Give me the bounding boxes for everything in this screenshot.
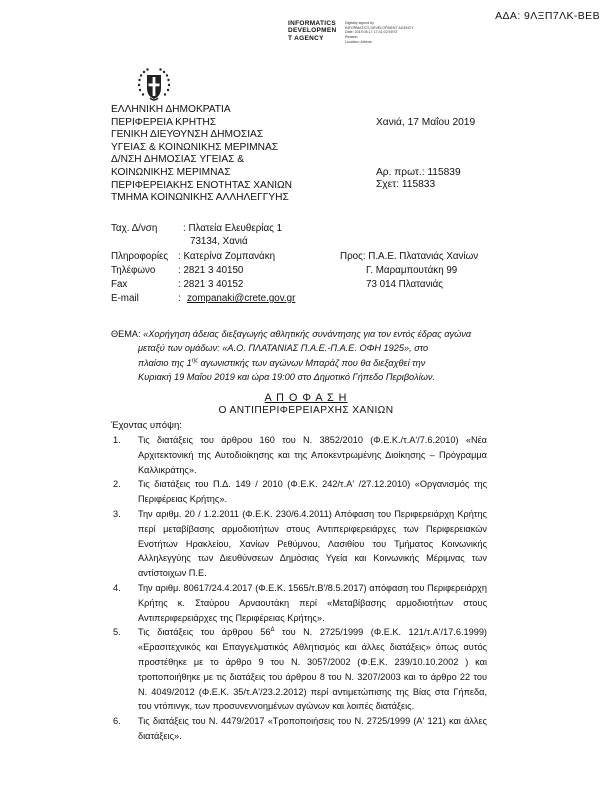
subject-paragraph bbox=[111, 327, 485, 385]
related-number: Σχετ: 115833 bbox=[376, 179, 436, 190]
address-line1: : Πλατεία Ελευθερίας 1 bbox=[183, 223, 283, 234]
stamp-line: T AGENCY bbox=[288, 34, 324, 42]
subject-line: μεταξύ των ομάδων: «Α.Ο. ΠΛΑΤΑΝΙΑΣ Π.Α.Ε.-Π.Α.Ε. ΟΦΗ 1925», στο bbox=[138, 343, 429, 354]
subject-line: Κυριακή 19 Μαΐου 2019 και ώρα 19:00 στο Δημοτικό Γήπεδο Περιβολίων. bbox=[138, 372, 436, 383]
header-line: ΕΛΛΗΝΙΚΗ ΔΗΜΟΚΡΑΤΙΑ bbox=[111, 104, 231, 115]
document-date: Χανιά, 17 Μαΐου 2019 bbox=[376, 117, 476, 128]
header-line: Δ/ΝΣΗ ΔΗΜΟΣΙΑΣ ΥΓΕΙΑΣ & bbox=[111, 154, 245, 166]
item-text: Την αριθμ. 20 / 1.2.2011 (Φ.Ε.Κ. 230/6.4.2011) Απόφαση του Περιφερειάρχη Κρήτης περί μεταβίβασης αρμοδιοτήτων στους Αντιπεριφερειάρχες των Περιφερειακών Ενοτήτων Ηρακλείου, Χανίων Ρεθύμνου, Λασιθίου του Τμήματος Κοινωνικής Αλληλεγγύης των Διευθύνσεων Δημόσιας Υγεία και Κοινωνικής Μέριμνας των αντίστοιχων Π.Ε. bbox=[138, 508, 487, 579]
protocol-number: Αρ. πρωτ.: 115839 bbox=[376, 167, 461, 178]
list-item bbox=[111, 477, 487, 507]
stamp-line: INFORMATICS bbox=[288, 20, 336, 27]
list-item bbox=[111, 625, 487, 714]
list-item bbox=[111, 581, 487, 625]
info-value: : Κατερίνα Ζομπανάκη bbox=[178, 251, 276, 262]
item-text: Την αριθμ. 80617/24.4.2017 (Φ.Ε.Κ. 1565/τ.Β'/8.5.2017) απόφαση του Περιφερειάρχη Κρήτης κ. Σταύρου Αρναουτάκη περί «Μεταβίβασης αρμοδιοτήτων στους Αντιπεριφερειάρχες της Περιφέρειας Κρήτης». bbox=[138, 582, 487, 623]
publisher-stamp bbox=[288, 20, 414, 44]
stamp-small-line: Date: 2019.05.17 17:41:02 EEST bbox=[345, 30, 398, 35]
fax-label: Fax bbox=[111, 279, 128, 290]
header-line: ΤΜΗΜΑ ΚΟΙΝΩΝΙΚΗΣ ΑΛΛΗΛΕΓΓΥΗΣ bbox=[111, 192, 289, 204]
considerations-list bbox=[111, 433, 487, 744]
header-line: ΠΕΡΙΦΕΡΕΙΑΚΗΣ ΕΝΟΤΗΤΑΣ ΧΑΝΙΩΝ bbox=[111, 179, 292, 191]
list-item bbox=[111, 433, 487, 477]
issuing-authority-block bbox=[111, 104, 292, 205]
greek-emblem-icon bbox=[136, 66, 172, 102]
recipient-street: Γ. Μαραμπουτάκη 99 bbox=[366, 265, 458, 276]
item-number: 3. bbox=[113, 508, 121, 519]
address-label: Ταχ. Δ/νση bbox=[111, 223, 158, 234]
decision-title: Α Π Ο Φ Α Σ Η bbox=[264, 392, 348, 404]
ada-code: ΑΔΑ: 9ΛΞΠ7ΛΚ-ΒΕΒ bbox=[495, 10, 600, 22]
header-line: ΥΓΕΙΑΣ & ΚΟΙΝΩΝΙΚΗΣ ΜΕΡΙΜΝΑΣ bbox=[111, 141, 279, 153]
subject-line: αγωνιστικής των αγώνων Μπαράζ που θα διεξαχθεί την bbox=[198, 357, 426, 368]
phone-value: : 2821 3 40150 bbox=[178, 265, 244, 276]
stamp-small-line: Location: Athens bbox=[345, 39, 372, 44]
fax-value: : 2821 3 40152 bbox=[178, 279, 244, 290]
subject-line: «Χορήγηση άδειας διεξαγωγής αθλητικής συνάντησης για τον εντός έδρας αγώνα bbox=[143, 329, 472, 339]
considering-intro: Έχοντας υπόψη: bbox=[111, 420, 182, 431]
stamp-small-text bbox=[345, 21, 414, 45]
header-line: ΓΕΝΙΚΗ ΔΙΕΥΘΥΝΣΗ ΔΗΜΟΣΙΑΣ bbox=[111, 129, 264, 141]
email-link[interactable]: zompanaki@crete.gov.gr bbox=[187, 293, 296, 304]
subject-label: ΘΕΜΑ: bbox=[111, 329, 141, 339]
item-text: του Ν. 2725/1999 (Φ.Ε.Κ. 121/τ.Α'/17.6.1999) «Ερασιτεχνικός και Επαγγελματικός Αθλητισμός και άλλες διατάξεις» όπως αυτός προστέθηκε με το άρθρο 9 του Ν. 3057/2002 (Φ.Ε.Κ. 239/10.10.2002 ) και τροποποιήθηκε με τις διατάξεις του άρθρου 8 του Ν. 3207/2003 και το άρθρο 22 του Ν. 4049/2012 (Φ.Ε.Κ. 35/τ.Α'/23.2.2012) περί αντιμετώπισης της Βίας στα Γήπεδα, του ντόπινγκ, των προσυνεννοημένων αγώνων και λοιπές διατάξεις. bbox=[138, 627, 487, 712]
item-number: 2. bbox=[113, 479, 121, 490]
item-number: 5. bbox=[113, 627, 121, 638]
decision-authority: Ο ΑΝΤΙΠΕΡΙΦΕΡΕΙΑΡΧΗΣ ΧΑΝΙΩΝ bbox=[218, 405, 394, 416]
item-text: Τις διατάξεις του Π.Δ. 149 / 2010 (Φ.Ε.Κ. 242/τ.Α' /27.12.2010) «Οργανισμός της Περιφέρειας Κρήτης». bbox=[138, 479, 487, 505]
stamp-line: DEVELOPMEN bbox=[288, 27, 337, 35]
address-line2: 73134, Χανιά bbox=[190, 236, 248, 247]
email-separator: : bbox=[178, 293, 181, 304]
info-label: Πληροφορίες bbox=[111, 251, 169, 262]
item-number: 6. bbox=[113, 716, 121, 727]
subject-line: πλαίσιο της 1 bbox=[138, 357, 192, 368]
item-number: 1. bbox=[113, 435, 121, 445]
item-superscript: Δ bbox=[270, 627, 275, 634]
stamp-small-line: Reason: bbox=[345, 35, 359, 40]
subject-ordinal: ης bbox=[191, 357, 198, 364]
list-item bbox=[111, 714, 487, 744]
header-line: ΚΟΙΝΩΝΙΚΗΣ ΜΕΡΙΜΝΑΣ bbox=[111, 166, 231, 178]
item-text: Τις διατάξεις του άρθρου 160 του Ν. 3852/2010 (Φ.Ε.Κ./τ.Α'/7.6.2010) «Νέα Αρχιτεκτονική της Αυτοδιοίκησης και της Αποκεντρωμένης Διοίκησης – Πρόγραμμα Καλλικράτης». bbox=[138, 435, 487, 475]
header-line: ΠΕΡΙΦΕΡΕΙΑ ΚΡΗΤΗΣ bbox=[111, 116, 217, 128]
recipient-city: 73 014 Πλατανιάς bbox=[366, 279, 444, 290]
item-number: 4. bbox=[113, 582, 121, 593]
stamp-small-line: INFORMATICS DEVELOPMENT AGENCY bbox=[345, 25, 414, 30]
list-item bbox=[111, 507, 487, 581]
email-label: E-mail bbox=[111, 293, 139, 304]
recipient-name: Προς: Π.Α.Ε. Πλατανιάς Χανίων bbox=[340, 251, 479, 262]
item-text: Τις διατάξεις του Ν. 4479/2017 «Τροποποιήσεις του Ν. 2725/1999 (Α' 121) και άλλες διατάξεις». bbox=[138, 716, 487, 741]
stamp-small-line: Digitally signed by bbox=[345, 21, 374, 25]
item-text: Τις διατάξεις του άρθρου 56 bbox=[138, 627, 271, 638]
phone-label: Τηλέφωνο bbox=[111, 265, 156, 276]
